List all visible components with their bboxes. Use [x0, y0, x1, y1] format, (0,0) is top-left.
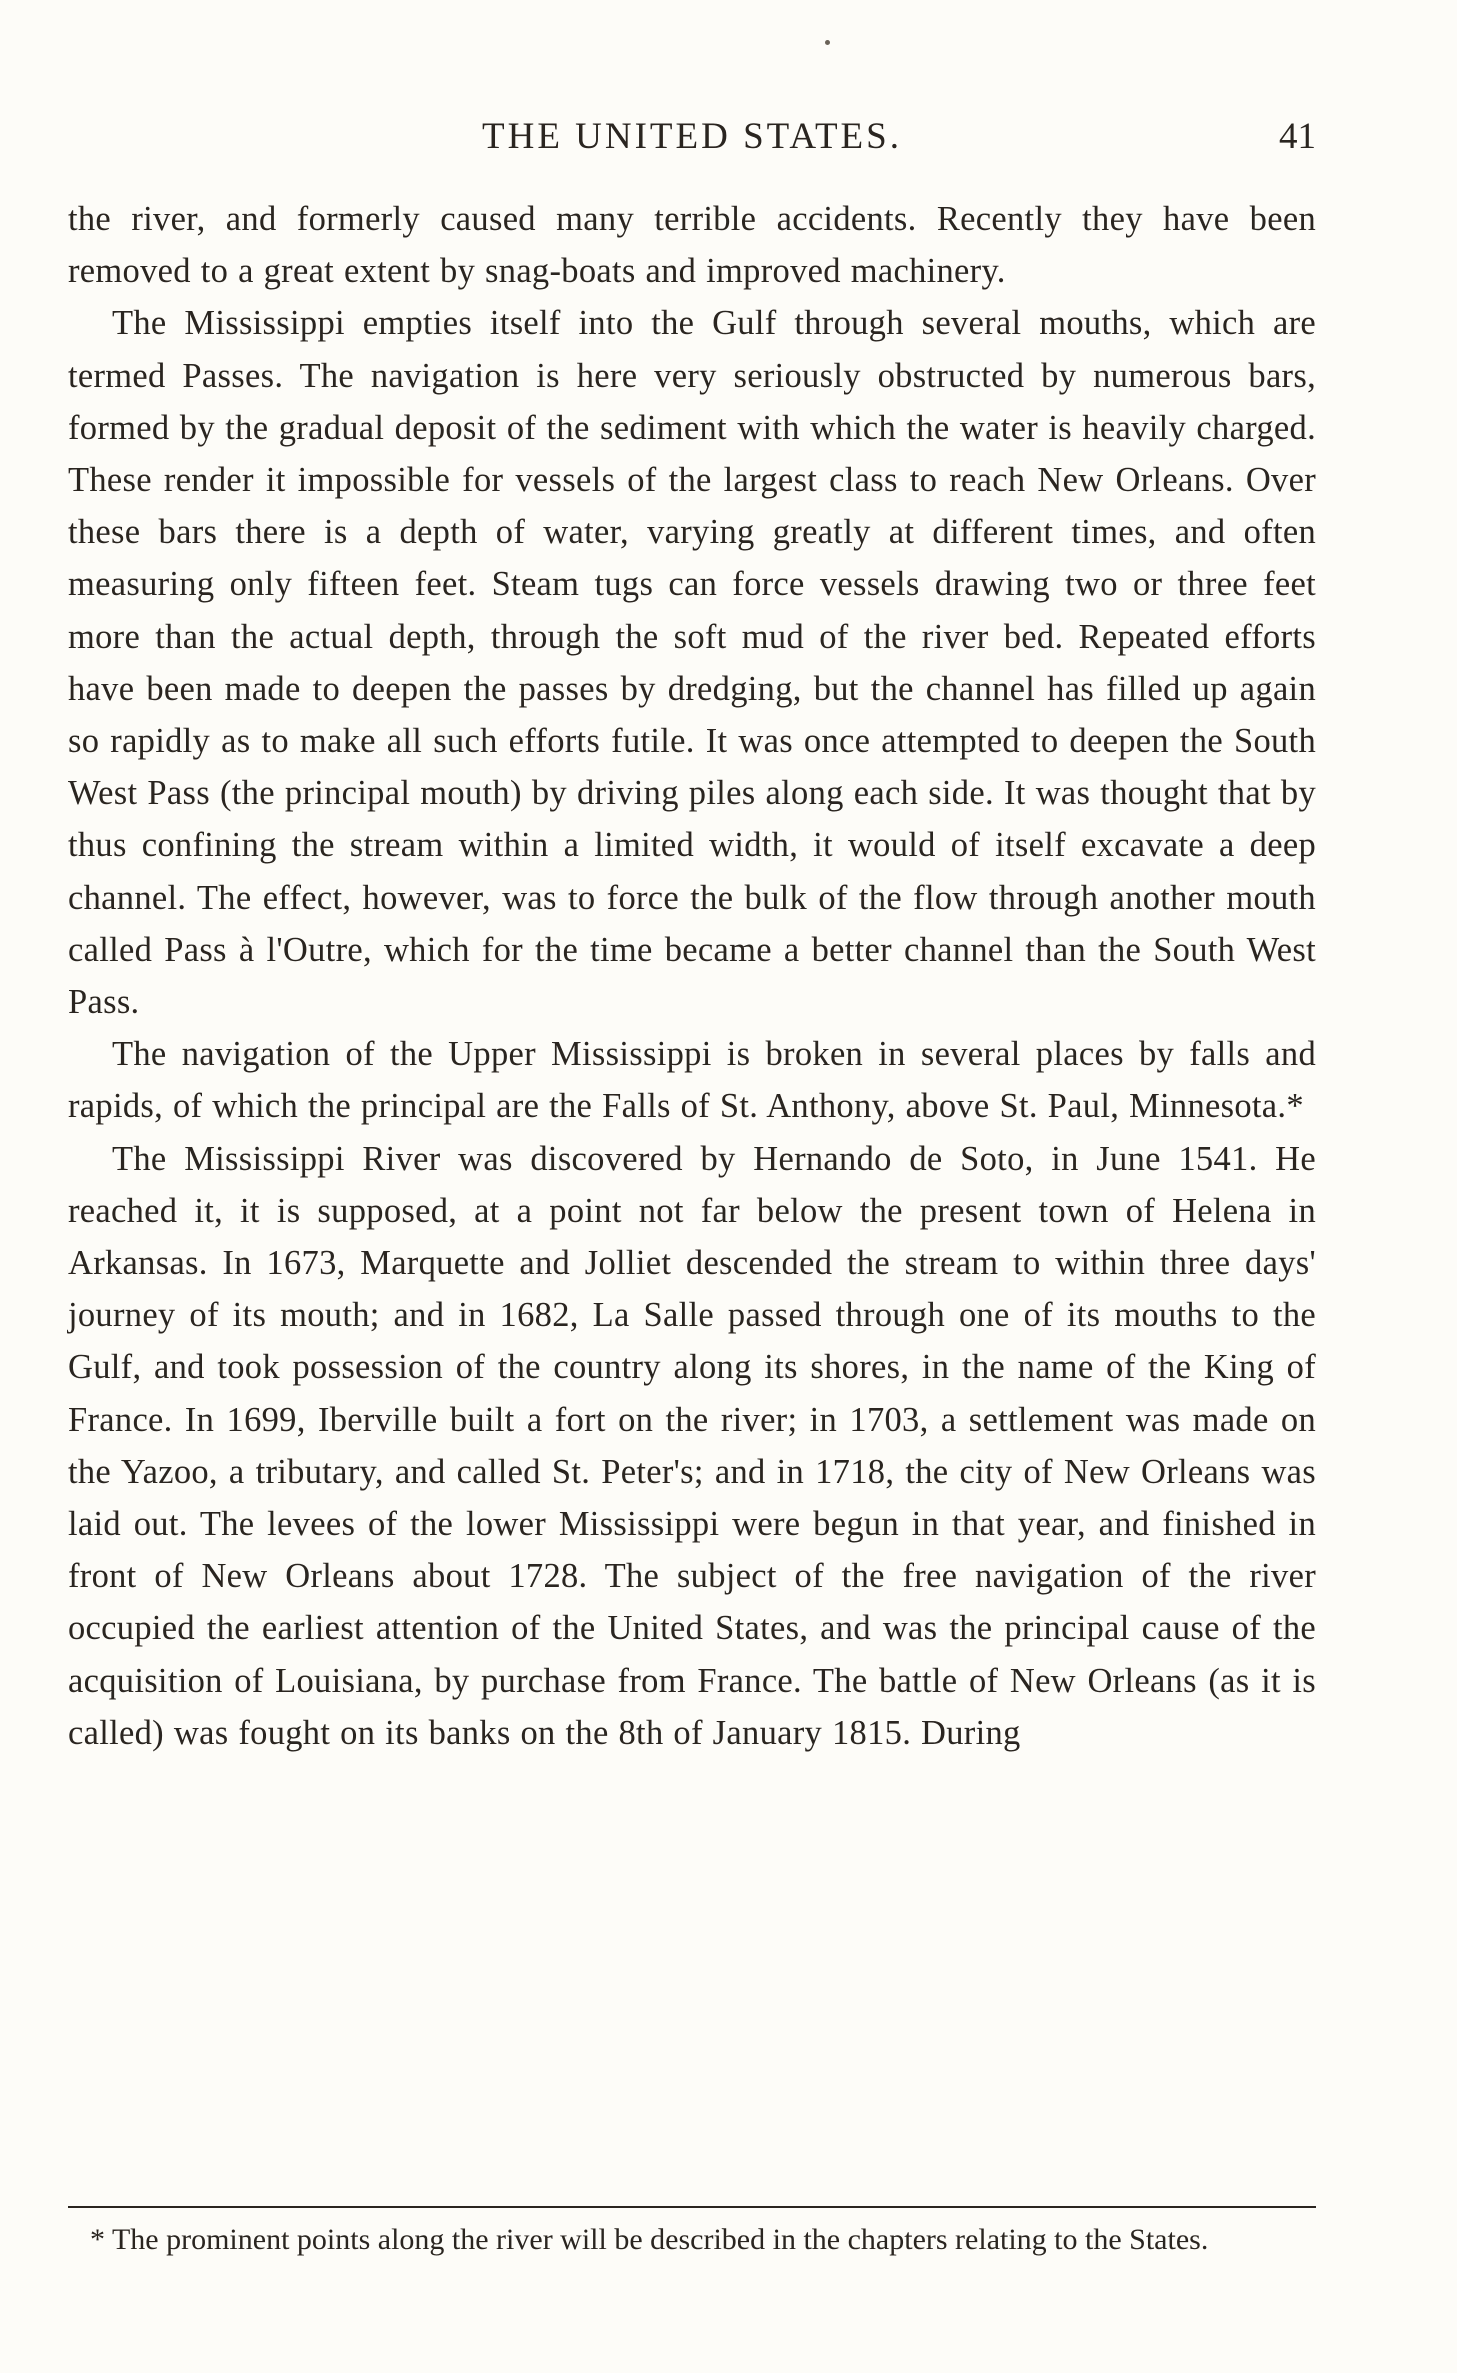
- ink-speck: [825, 40, 830, 45]
- book-page: [68, 0, 1316, 2373]
- footnote-text: * The prominent points along the river will be described in the chapters relating to the States.: [90, 2223, 1209, 2256]
- body-text: [68, 193, 1316, 1759]
- paragraph-passes: The Mississippi empties itself into the Gulf through several mouths, which are termed Passes. The navigation is here very seriously obstructed by numerous bars, formed by the gradual deposit of the sediment with which the water is heavily charged. These render it impossible for vessels of the largest class to reach New Orleans. Over these bars there is a depth of water, varying greatly at different times, and often measuring only fifteen feet. Steam tugs can force vessels drawing two or three feet more than the actual depth, through the soft mud of the river bed. Repeated efforts have been made to deepen the passes by dredging, but the channel has filled up again so rapidly as to make all such efforts futile. It was once attempted to deepen the South West Pass (the principal mouth) by driving piles along each side. It was thought that by thus confining the stream within a limited width, it would of itself excavate a deep channel. The effect, however, was to force the bulk of the flow through another mouth called Pass à l'Outre, which for the time became a better channel than the South West Pass.: [68, 304, 1316, 1022]
- paragraph-continued: the river, and formerly caused many terrible accidents. Recently they have been removed to a great extent by snag-boats and improved machinery.: [68, 200, 1316, 291]
- running-title: THE UNITED STATES.: [482, 116, 902, 157]
- page-number: 41: [1279, 116, 1316, 157]
- paragraph-upper-mississippi: The navigation of the Upper Mississippi is broken in several places by falls and rapids, of which the principal are the Falls of St. Anthony, above St. Paul, Minnesota.*: [68, 1035, 1316, 1126]
- paragraph-history: The Mississippi River was discovered by Hernando de Soto, in June 1541. He reached it, it is supposed, at a point not far below the present town of Helena in Arkansas. In 1673, Marquette and Jolliet descended the stream to within three days' journey of its mouth; and in 1682, La Salle passed through one of its mouths to the Gulf, and took possession of the country along its shores, in the name of the King of France. In 1699, Iberville built a fort on the river; in 1703, a settlement was made on the Yazoo, a tributary, and called St. Peter's; and in 1718, the city of New Orleans was laid out. The levees of the lower Mississippi were begun in that year, and finished in front of New Orleans about 1728. The subject of the free navigation of the river occupied the earliest attention of the United States, and was the principal cause of the acquisition of Louisiana, by purchase from France. The battle of New Orleans (as it is called) was fought on its banks on the 8th of January 1815. During: [68, 1139, 1316, 1752]
- running-head: [68, 112, 1316, 162]
- footnote-rule: [68, 2206, 1316, 2208]
- footnote: [68, 2219, 1316, 2261]
